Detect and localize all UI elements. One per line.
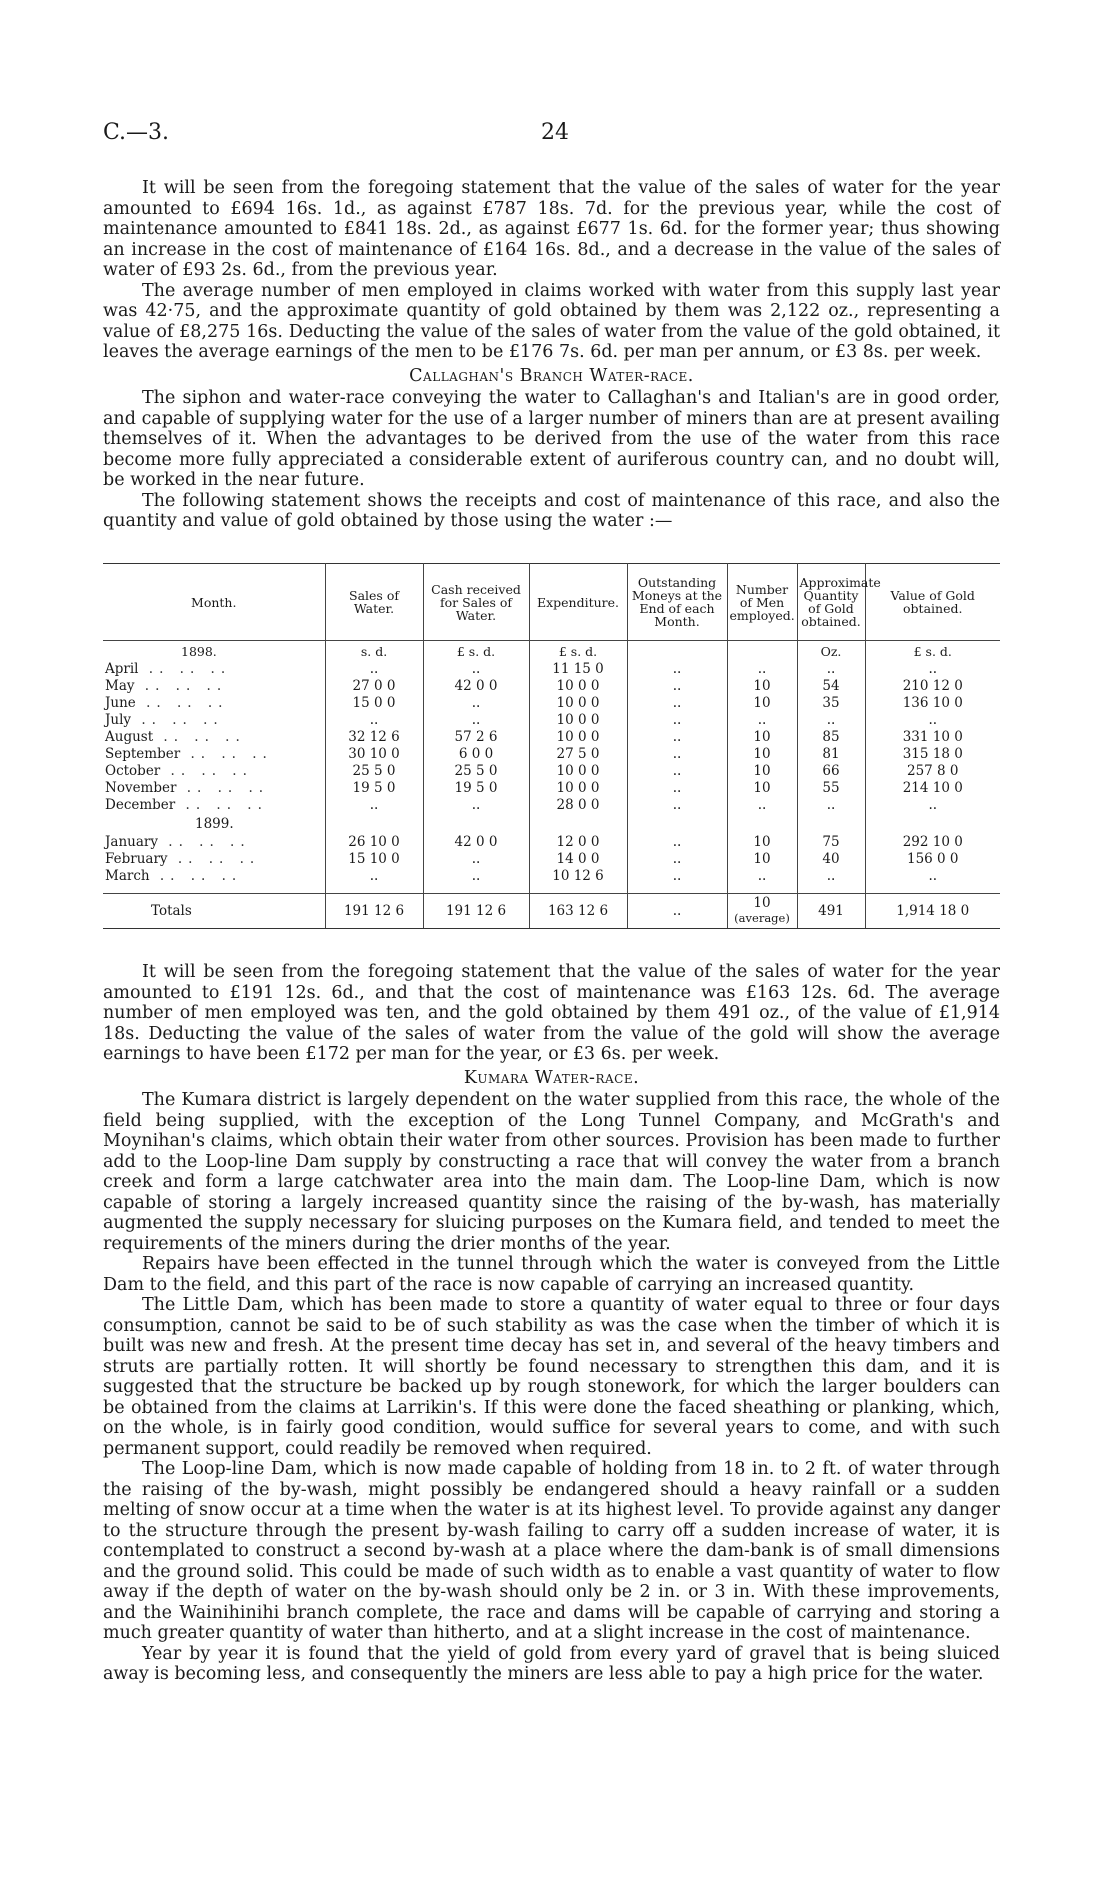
cell-exp: 10 0 0 [529,695,627,712]
cell-qty: 40 [797,851,865,868]
month-name: October [105,763,161,779]
cell-exp: 10 0 0 [529,780,627,797]
cell-exp: 10 0 0 [529,763,627,780]
table-row [103,746,1000,763]
table-row [103,868,1000,885]
cell-out: .. [627,712,727,729]
cell-men: 10 [727,780,797,797]
cell-cash: 19 5 0 [423,780,529,797]
table-row [103,763,1000,780]
cell-val: 331 10 0 [865,729,1000,746]
header-month: Month. [103,564,325,641]
unit-val: £ s. d. [865,641,1000,662]
month-name: July [105,712,132,728]
month-name: September [105,746,181,762]
cell-val: .. [865,797,1000,814]
table-row [103,695,1000,712]
year-label: 1898. [181,643,217,659]
month-cell: June .. .. .. [105,695,229,711]
cell-out: .. [627,695,727,712]
cell-cash: 6 0 0 [423,746,529,763]
paragraph: The Kumara district is largely dependent on the water supplied from this race, the whole of the field being supplied, with the exception of the Long Tunnel Company, and McGrath's and Moynihan's claims, which obtain their water from other sources. Provision has been made to further add to the Loop-line Dam supply by constructing a race that will convey the water from a branch creek and form a large catchwater area into the main dam. The Loop-line Dam, which is now capable of storing a largely increased quantity since the raising of the by-wash, has materially augmented the supply necessary for sluicing purposes on the Kumara field, and tended to meet the requirements of the miners during the drier months of the year. [103,1090,1000,1254]
cell-exp: 11 15 0 [529,661,627,678]
paragraph: It will be seen from the foregoing statement that the value of the sales of water for the year amounted to £191 12s. 6d., and that the cost of maintenance was £163 12s. 6d. The average number of men employed was ten, and the gold obtained by them 491 oz., of the value of £1,914 18s. Deducting the value of the sales of water from the value of the gold will show the average earnings to have been £172 per man for the year, or £3 6s. per week. [103,962,1000,1064]
table-row [103,797,1000,814]
cell-val: 315 18 0 [865,746,1000,763]
cell-exp: 10 0 0 [529,678,627,695]
paragraph: The following statement shows the receipts and cost of maintenance of this race, and also the quantity and value of gold obtained by those using the water :— [103,490,1000,531]
table-row-year [103,814,1000,834]
table-row [103,661,1000,678]
month-cell: December .. .. .. [105,797,268,813]
cell-men: .. [727,868,797,885]
year-label: 1899. [195,815,234,832]
cell-men: 10 [727,746,797,763]
month-name: April [105,661,139,677]
cell-cash: 42 0 0 [423,678,529,695]
unit-cash: £ s. d. [423,641,529,662]
cell-cash: .. [423,868,529,885]
cell-val: 156 0 0 [865,851,1000,868]
cell-sales: .. [325,661,423,678]
month-name: December [105,797,176,813]
cell-val: 292 10 0 [865,834,1000,851]
cell-out: .. [627,661,727,678]
cell-sales: .. [325,712,423,729]
month-name: February [105,851,168,867]
paragraph: The Little Dam, which has been made to store a quantity of water equal to three or four days consumption, cannot be said to be of such stability as was the case when the timber of which it is built was new and fresh. At the present time decay has set in, and several of the heavy timbers and struts are partially rotten. It will shortly be found necessary to strengthen this dam, and it is suggested that the structure be backed up by rough stonework, for which the larger boulders can be obtained from the claims at Larrikin's. If this were done the faced sheathing or planking, which, on the whole, is in fairly good condition, would suffice for several years to come, and with such permanent support, could readily be removed when required. [103,1295,1000,1459]
month-cell: August .. .. .. [105,729,246,745]
cell-val: 136 10 0 [865,695,1000,712]
total-qty: 491 [797,894,865,929]
cell-sales: 27 0 0 [325,678,423,695]
cell-sales: .. [325,868,423,885]
table-row [103,851,1000,868]
unit-exp: £ s. d. [529,641,627,662]
cell-sales: 15 0 0 [325,695,423,712]
header-quantity: Approximate Quantity of Gold obtained. [797,564,865,641]
month-cell: October .. .. .. [105,763,253,779]
unit-qty: Oz. [797,641,865,662]
cell-qty: 54 [797,678,865,695]
totals-row [103,894,1000,929]
cell-exp: 28 0 0 [529,797,627,814]
header-value: Value of Gold obtained. [865,564,1000,641]
total-exp: 163 12 6 [529,894,627,929]
page-number: 24 [541,120,569,145]
cell-men: 10 [727,851,797,868]
total-out: .. [627,894,727,929]
total-men-value: 10 [753,895,771,911]
cell-cash: 42 0 0 [423,834,529,851]
cell-val: 214 10 0 [865,780,1000,797]
cell-out: .. [627,729,727,746]
total-men-note: (average) [734,911,790,925]
cell-val: 210 12 0 [865,678,1000,695]
cell-men: 10 [727,678,797,695]
cell-men: 10 [727,763,797,780]
header-cash: Cash received for Sales of Water. [423,564,529,641]
cell-men: 10 [727,695,797,712]
cell-cash: .. [423,661,529,678]
cell-qty: 55 [797,780,865,797]
month-cell: March .. .. .. [105,868,243,884]
cell-sales: 26 10 0 [325,834,423,851]
cell-sales: 25 5 0 [325,763,423,780]
month-name: August [105,729,154,745]
document-reference: C.—3. [103,120,170,145]
table-row-year [103,641,1000,662]
cell-out: .. [627,780,727,797]
month-name: May [105,678,135,694]
month-cell: May .. .. .. [105,678,228,694]
cell-sales: 15 10 0 [325,851,423,868]
cell-val: .. [865,712,1000,729]
cell-cash: .. [423,695,529,712]
cell-qty: 66 [797,763,865,780]
paragraph: The siphon and water-race conveying the water to Callaghan's and Italian's are in good order, and capable of supplying water for the use of a larger number of miners than are at present availing themselves of it. When the advantages to be derived from the use of the water from this race become more fully appreciated a considerable extent of auriferous country can, and no doubt will, be worked in the near future. [103,388,1000,490]
header-outstanding: Outstanding Moneys at the End of each Month. [627,564,727,641]
text-block-upper [103,178,1000,532]
month-cell: January .. .. .. [105,834,251,850]
cell-val: .. [865,868,1000,885]
cell-cash: .. [423,851,529,868]
cell-val: 257 8 0 [865,763,1000,780]
cell-qty: .. [797,661,865,678]
cell-qty: .. [797,712,865,729]
month-name: November [105,780,177,796]
cell-out: .. [627,797,727,814]
cell-cash: .. [423,712,529,729]
paragraph: The Loop-line Dam, which is now made capable of holding from 18 in. to 2 ft. of water through the raising of the by-wash, might possibly be endangered should a heavy rainfall or a sudden melting of snow occur at a time when the water is at its highest level. To provide against any danger to the structure through the present by-wash failing to carry off a sudden increase of water, it is contemplated to construct a second by-wash at a place where the dam-bank is of small dimensions and the ground solid. This could be made of such width as to enable a vast quantity of water to flow away if the depth of water on the by-wash should only be 2 in. or 3 in. With these improvements, and the Wainihinihi branch complete, the race and dams will be capable of carrying and storing a much greater quantity of water than hitherto, and at a slight increase in the cost of maintenance. [103,1459,1000,1643]
paragraph: It will be seen from the foregoing statement that the value of the sales of water for the year amounted to £694 16s. 1d., as against £787 18s. 7d. for the previous year, while the cost of maintenance amounted to £841 18s. 2d., as against £677 1s. 6d. for the former year; thus showing an increase in the cost of maintenance of £164 16s. 8d., and a decrease in the value of the sales of water of £93 2s. 6d., from the previous year. [103,178,1000,280]
total-val: 1,914 18 0 [865,894,1000,929]
cell-out: .. [627,746,727,763]
table-row [103,678,1000,695]
paragraph: Repairs have been effected in the tunnel through which the water is conveyed from the Little Dam to the field, and this part of the race is now capable of carrying an increased quantity. [103,1254,1000,1295]
cell-exp: 14 0 0 [529,851,627,868]
cell-out: .. [627,851,727,868]
cell-sales: 19 5 0 [325,780,423,797]
cell-out: .. [627,678,727,695]
cell-exp: 27 5 0 [529,746,627,763]
unit-sales: s. d. [325,641,423,662]
month-cell: September .. .. .. [105,746,273,762]
cell-cash: .. [423,797,529,814]
cell-cash: 57 2 6 [423,729,529,746]
total-sales: 191 12 6 [325,894,423,929]
cell-qty: .. [797,868,865,885]
month-cell: November .. .. .. [105,780,270,796]
cell-out: .. [627,834,727,851]
month-name: March [105,868,150,884]
month-name: June [105,695,136,711]
cell-qty: 75 [797,834,865,851]
cell-qty: 85 [797,729,865,746]
table-row [103,712,1000,729]
water-race-statement-table [103,563,1000,929]
section-title: Kumara Water-race. [463,1067,640,1088]
totals-label: Totals [103,894,325,929]
section-title: Callaghan's Branch Water-race. [409,365,694,386]
header-men: Number of Men employed. [727,564,797,641]
header-sales: Sales of Water. [325,564,423,641]
cell-qty: 81 [797,746,865,763]
cell-exp: 10 0 0 [529,712,627,729]
cell-men: 10 [727,729,797,746]
cell-qty: 35 [797,695,865,712]
header-expenditure: Expenditure. [529,564,627,641]
table-row [103,780,1000,797]
cell-men: .. [727,661,797,678]
cell-out: .. [627,763,727,780]
cell-sales: .. [325,797,423,814]
cell-out: .. [627,868,727,885]
text-block-lower [103,962,1000,1685]
total-cash: 191 12 6 [423,894,529,929]
month-name: January [105,834,158,850]
cell-qty: .. [797,797,865,814]
table-row [103,729,1000,746]
cell-exp: 10 12 6 [529,868,627,885]
cell-exp: 10 0 0 [529,729,627,746]
paragraph: Year by year it is found that the yield of gold from every yard of gravel that is being sluiced away is becoming less, and consequently the miners are less able to pay a high price for the water. [103,1643,1000,1684]
cell-men: .. [727,712,797,729]
total-men [727,894,797,929]
cell-sales: 30 10 0 [325,746,423,763]
month-cell: April .. .. .. [105,661,232,677]
month-cell: February .. .. .. [105,851,261,867]
cell-val: .. [865,661,1000,678]
table-row [103,834,1000,851]
cell-men: .. [727,797,797,814]
paragraph: The average number of men employed in claims worked with water from this supply last year was 42·75, and the approximate quantity of gold obtained by them was 2,122 oz., representing a value of £8,275 16s. Deducting the value of the sales of water from the value of the gold obtained, it leaves the average earnings of the men to be £176 7s. 6d. per man per annum, or £3 8s. per week. [103,280,1000,362]
cell-exp: 12 0 0 [529,834,627,851]
cell-sales: 32 12 6 [325,729,423,746]
cell-men: 10 [727,834,797,851]
month-cell: July .. .. .. [105,712,224,728]
cell-cash: 25 5 0 [423,763,529,780]
